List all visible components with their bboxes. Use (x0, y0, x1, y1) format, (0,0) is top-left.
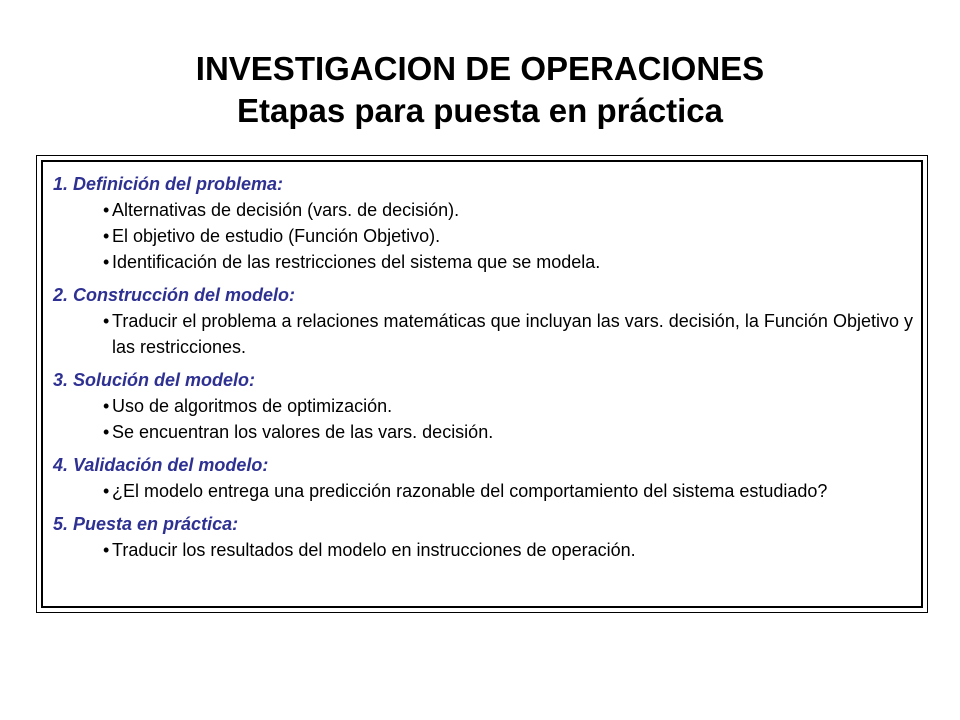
bullet-dot-icon: • (103, 481, 110, 501)
bullet-list (53, 537, 913, 563)
section-heading: 1. Definición del problema: (53, 174, 284, 194)
bullet-list (53, 478, 913, 504)
bullet-item (103, 478, 913, 504)
bullet-item (103, 249, 913, 275)
section-construccion (53, 283, 913, 360)
section-puesta-en-practica (53, 512, 913, 563)
bullet-item (103, 197, 913, 223)
bullet-dot-icon: • (103, 226, 110, 246)
bullet-dot-icon: • (103, 422, 110, 442)
bullet-dot-icon: • (103, 396, 110, 416)
bullet-dot-icon: • (103, 540, 110, 560)
bullet-item (103, 419, 913, 445)
bullet-list (53, 308, 913, 360)
bullet-text: ¿El modelo entrega una predicción razonable del comportamiento del sistema estudiado? (112, 481, 828, 501)
bullet-dot-icon: • (103, 200, 110, 220)
bullet-item (103, 308, 913, 360)
bullet-dot-icon: • (103, 252, 110, 272)
slide-title: INVESTIGACION DE OPERACIONES (195, 50, 765, 87)
section-heading: 4. Validación del modelo: (53, 455, 269, 475)
bullet-item (103, 223, 913, 249)
bullet-item (103, 537, 913, 563)
content-frame (36, 155, 928, 613)
bullet-text: Identificación de las restricciones del sistema que se modela. (112, 252, 601, 272)
section-heading: 3. Solución del modelo: (53, 370, 256, 390)
section-solucion (53, 368, 913, 445)
bullet-list (53, 393, 913, 445)
section-heading: 2. Construcción del modelo: (53, 285, 296, 305)
section-definicion (53, 172, 913, 275)
section-validacion (53, 453, 913, 504)
bullet-text: Traducir los resultados del modelo en instrucciones de operación. (112, 540, 636, 560)
bullet-list (53, 197, 913, 275)
bullet-dot-icon: • (103, 311, 110, 331)
bullet-text: Traducir el problema a relaciones matemáticas que incluyan las vars. decisión, la Función Objetivo y las restricciones. (112, 311, 913, 357)
section-heading: 5. Puesta en práctica: (53, 514, 239, 534)
bullet-text: Alternativas de decisión (vars. de decisión). (112, 200, 460, 220)
slide-title-block (0, 48, 960, 132)
bullet-text: Se encuentran los valores de las vars. decisión. (112, 422, 494, 442)
slide-subtitle: Etapas para puesta en práctica (236, 92, 724, 129)
bullet-text: Uso de algoritmos de optimización. (112, 396, 393, 416)
bullet-item (103, 393, 913, 419)
bullet-text: El objetivo de estudio (Función Objetivo). (112, 226, 441, 246)
content-frame-inner (41, 160, 923, 608)
